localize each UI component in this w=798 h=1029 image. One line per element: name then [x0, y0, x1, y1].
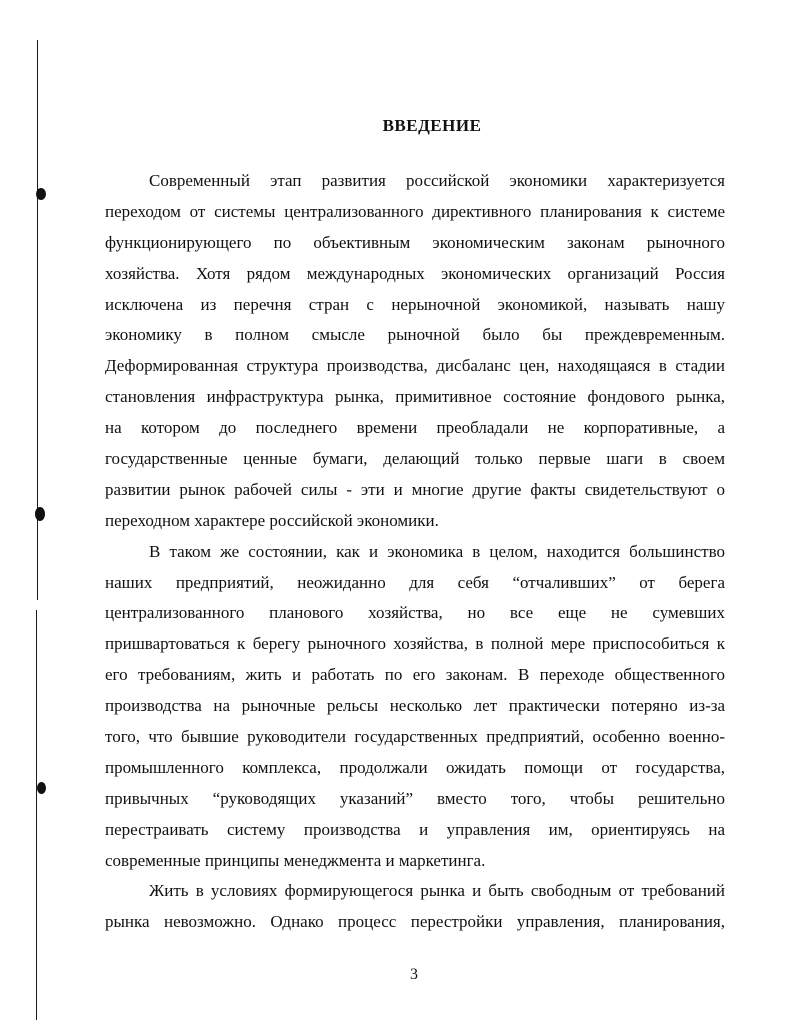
text-line: исключена из перечня стран с нерыночной экономикой, называть нашу — [105, 294, 725, 314]
scan-edge-mark — [35, 507, 45, 521]
page-number: 3 — [410, 966, 418, 983]
page-title: ВВЕДЕНИЕ — [382, 116, 482, 135]
text-line: пришвартоваться к берегу рыночного хозяйства, в полной мере приспособиться к — [105, 634, 725, 654]
text-line: современные принципы менеджмента и маркетинга. — [105, 850, 486, 870]
text-line: его требованиям, жить и работать по его законам. В переходе общественного — [105, 665, 725, 685]
text-line: промышленного комплекса, продолжали ожидать помощи от государства, — [105, 757, 725, 777]
text-line: рынка невозможно. Однако процесс перестройки управления, планирования, — [105, 912, 725, 932]
text-line: хозяйства. Хотя рядом международных экономических организаций Россия — [105, 263, 725, 283]
text-line: Жить в условиях формирующегося рынка и быть свободным от требований — [149, 881, 725, 901]
text-line: того, что бывшие руководители государственных предприятий, особенно военно- — [105, 727, 725, 747]
text-line: Деформированная структура производства, дисбаланс цен, находящаяся в стадии — [105, 356, 725, 376]
scan-edge-mark — [37, 782, 46, 794]
text-line: В таком же состоянии, как и экономика в целом, находится большинство — [149, 541, 725, 561]
scan-edge-line — [36, 610, 37, 1020]
text-line: экономику в полном смысле рыночной было бы преждевременным. — [105, 325, 725, 345]
text-line: перестраивать систему производства и управления им, ориентируясь на — [105, 819, 725, 839]
text-line: становления инфраструктура рынка, примитивное состояние фондового рынка, — [105, 387, 725, 407]
text-line: государственные ценные бумаги, делающий только первые шаги в своем — [105, 449, 725, 469]
text-line: наших предприятий, неожиданно для себя “отчаливших” от берега — [105, 572, 725, 592]
text-line: переходом от системы централизованного директивного планирования к системе — [105, 201, 725, 221]
text-line: на котором до последнего времени преобладали не корпоративные, а — [105, 418, 725, 438]
text-line: производства на рыночные рельсы несколько лет практически потеряно из-за — [105, 696, 725, 716]
scan-edge-mark — [36, 188, 46, 200]
text-line: переходном характере российской экономики. — [105, 510, 439, 530]
text-line: Современный этап развития российской экономики характеризуется — [149, 171, 725, 190]
text-line: централизованного планового хозяйства, но все еще не сумевших — [105, 603, 725, 623]
text-line: функционирующего по объективным экономическим законам рыночного — [105, 232, 725, 252]
body-text — [105, 166, 725, 938]
text-line: привычных “руководящих указаний” вместо того, чтобы решительно — [105, 788, 725, 808]
text-line: развитии рынок рабочей силы - эти и многие другие факты свидетельствуют о — [105, 479, 725, 499]
